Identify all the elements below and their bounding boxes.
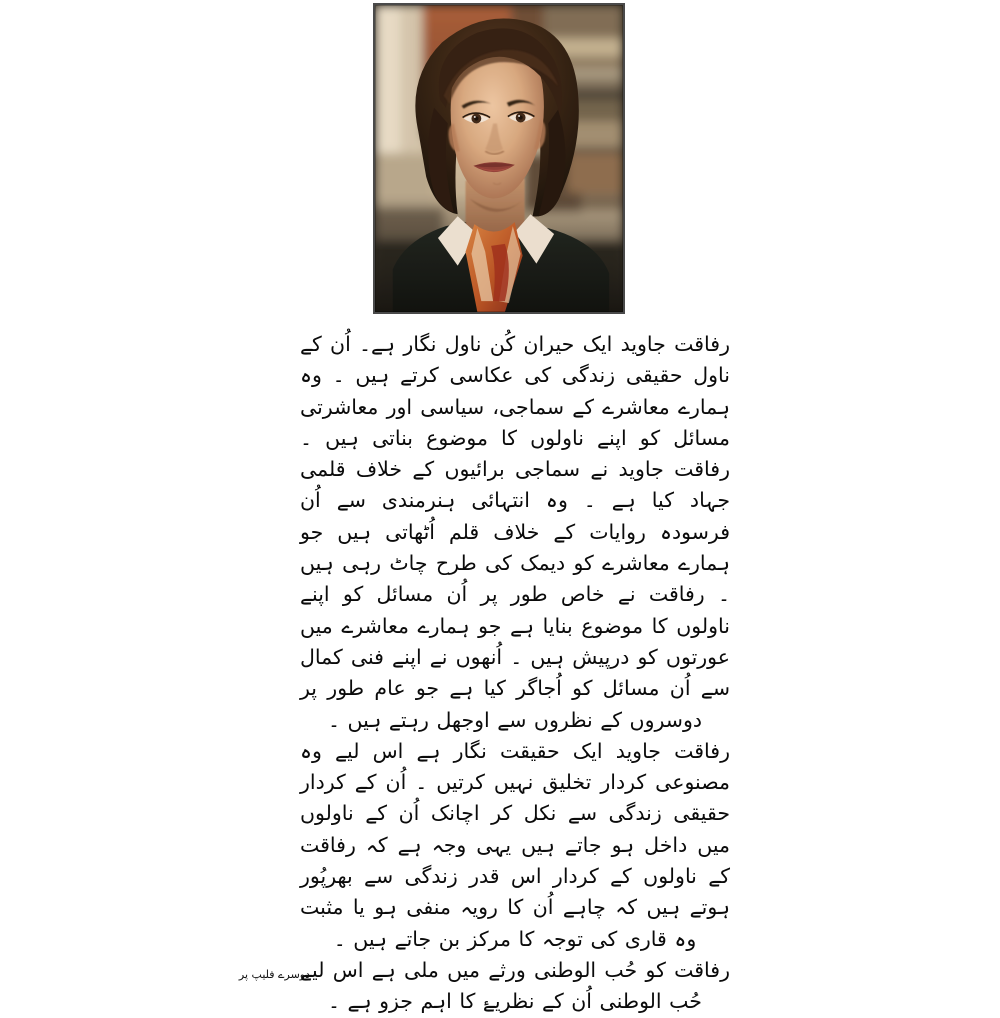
photo-warm-tint [375, 5, 623, 312]
flap-continuation-note: دوسرے فلیپ پر [238, 968, 310, 981]
paragraph-1: رفاقت جاوید ایک حیران کُن ناول نگار ہے۔ اُن کے ناول حقیقی زندگی کی عکاسی کرتے ہیں ۔ وہ ہمارے معاشرے کے سماجی، سیاسی اور معاشرتی مسائل کو اپنے ناولوں کا موضوع بناتی ہیں ۔ رفاقت جاوید نے سماجی برائیوں کے خلاف قلمی جہاد کیا ہے ۔ وہ انتہائی ہنرمندی سے اُن فرسودہ روایات کے خلاف قلم اُٹھاتی ہیں جو ہمارے معاشرے کو دیمک کی طرح چاٹ رہی ہیں ۔ رفاقت نے خاص طور پر اُن مسائل کو اپنے ناولوں کا موضوع بنایا ہے جو ہمارے معاشرے میں عورتوں کو درپیش ہیں ۔ اُنھوں نے اپنے فنی کمال سے اُن مسائل کو اُجاگر کیا ہے جو عام طور پر دوسروں کے نظروں سے اوجھل رہتے ہیں ۔ [300, 332, 730, 732]
paragraph-2: رفاقت جاوید ایک حقیقت نگار ہے اس لیے وہ مصنوعی کردار تخلیق نہیں کرتیں ۔ اُن کے کردار حقیقی زندگی سے نکل کر اچانک اُن کے ناولوں میں داخل ہو جاتے ہیں یہی وجہ ہے کہ رفاقت کے ناولوں کے کردار اس قدر زندگی سے بھرپُور ہوتے ہیں کہ چاہے اُن کا رویہ منفی ہو یا مثبت وہ قاری کی توجہ کا مرکز بن جاتے ہیں ۔ [300, 738, 730, 951]
paragraph-3: رفاقت کو حُب الوطنی ورثے میں ملی ہے اس لیے حُب الوطنی اُن کے نظریۓ کا اہم جزو ہے ۔ [300, 957, 730, 1014]
flap-body-text [300, 329, 730, 1018]
author-portrait-photo [373, 3, 625, 314]
portrait-illustration [375, 5, 623, 312]
